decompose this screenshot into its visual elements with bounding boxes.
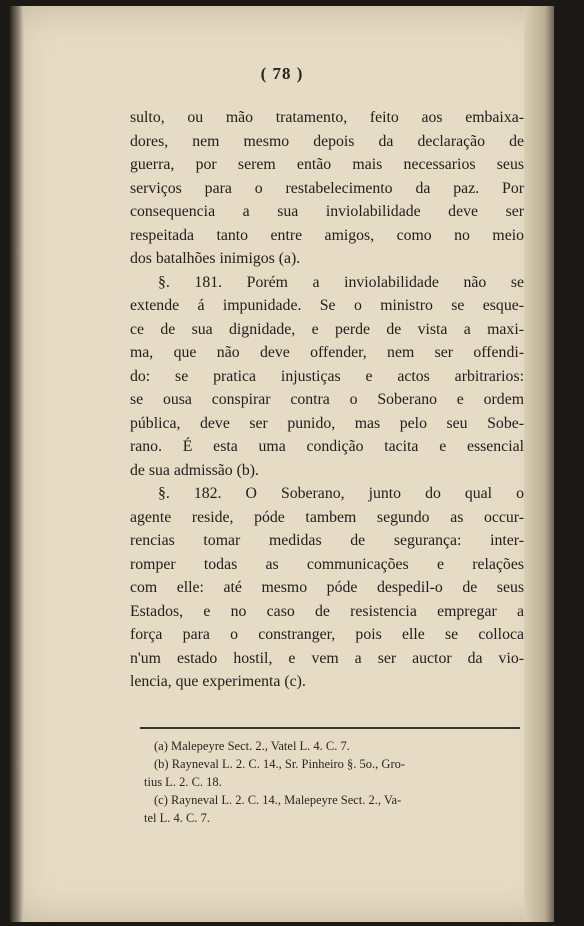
text-line: ce de sua dignidade, e perde de vista a maxi-	[130, 320, 524, 338]
text-line: força para o constranger, pois elle se colloca	[130, 626, 524, 643]
body-text	[130, 106, 524, 694]
text-line: se ousa conspirar contra o Soberano e ordem	[130, 391, 524, 408]
text-line: respeitada tanto entre amigos, como no meio	[130, 226, 524, 244]
text-line: com elle: até mesmo póde despedil-o de seus	[130, 579, 524, 596]
text-line: pública, deve ser punido, mas pelo seu Sobe-	[130, 414, 524, 432]
footnote-b-continued: tius L. 2. C. 18.	[144, 775, 222, 789]
text-line: lencia, que experimenta (c).	[130, 673, 306, 690]
paragraph-start-182: §. 182. O Soberano, junto do qual o	[158, 485, 524, 502]
text-line: sulto, ou mão tratamento, feito aos embaixa-	[130, 109, 524, 126]
footnote-c-continued: tel L. 4. C. 7.	[144, 811, 210, 825]
text-line: dores, nem mesmo depois da declaração de	[130, 132, 524, 150]
text-line: n'um estado hostil, e vem a ser auctor da vio-	[130, 649, 524, 667]
text-line: agente reside, póde tambem segundo as occur-	[130, 508, 524, 526]
book-page	[10, 6, 554, 922]
text-line: ma, que não deve offender, nem ser offendi-	[130, 344, 524, 361]
paragraph-start-181: §. 181. Porém a inviolabilidade não se	[158, 273, 524, 291]
page-number: ( 78 )	[260, 64, 304, 83]
text-line: do: se pratica injustiças e actos arbitrarios:	[130, 367, 524, 385]
footnote-b: (b) Rayneval L. 2. C. 14., Sr. Pinheiro §. 5o., Gro-	[154, 757, 406, 771]
book-spine	[10, 6, 24, 922]
footnotes	[144, 737, 524, 827]
footnote-a: (a) Malepeyre Sect. 2., Vatel L. 4. C. 7.	[154, 739, 350, 753]
text-line: rencias tomar medidas de segurança: inter-	[130, 532, 524, 549]
text-line: dos batalhões inimigos (a).	[130, 250, 301, 267]
text-line: consequencia a sua inviolabilidade deve ser	[130, 203, 524, 220]
text-line: de sua admissão (b).	[130, 461, 259, 479]
footnote-c: (c) Rayneval L. 2. C. 14., Malepeyre Sect. 2., Va-	[154, 793, 402, 807]
text-line: Estados, e no caso de resistencia empregar a	[130, 602, 524, 620]
page-edge	[524, 6, 554, 922]
text-line: rano. É esta uma condição tacita e essencial	[130, 438, 524, 455]
text-line: guerra, por serem então mais necessarios seus	[130, 156, 524, 173]
text-line: romper todas as communicações e relações	[130, 555, 524, 573]
text-line: serviços para o restabelecimento da paz. Por	[130, 179, 524, 197]
text-line: extende á impunidade. Se o ministro se esque-	[130, 297, 524, 314]
footnote-divider	[140, 727, 520, 729]
